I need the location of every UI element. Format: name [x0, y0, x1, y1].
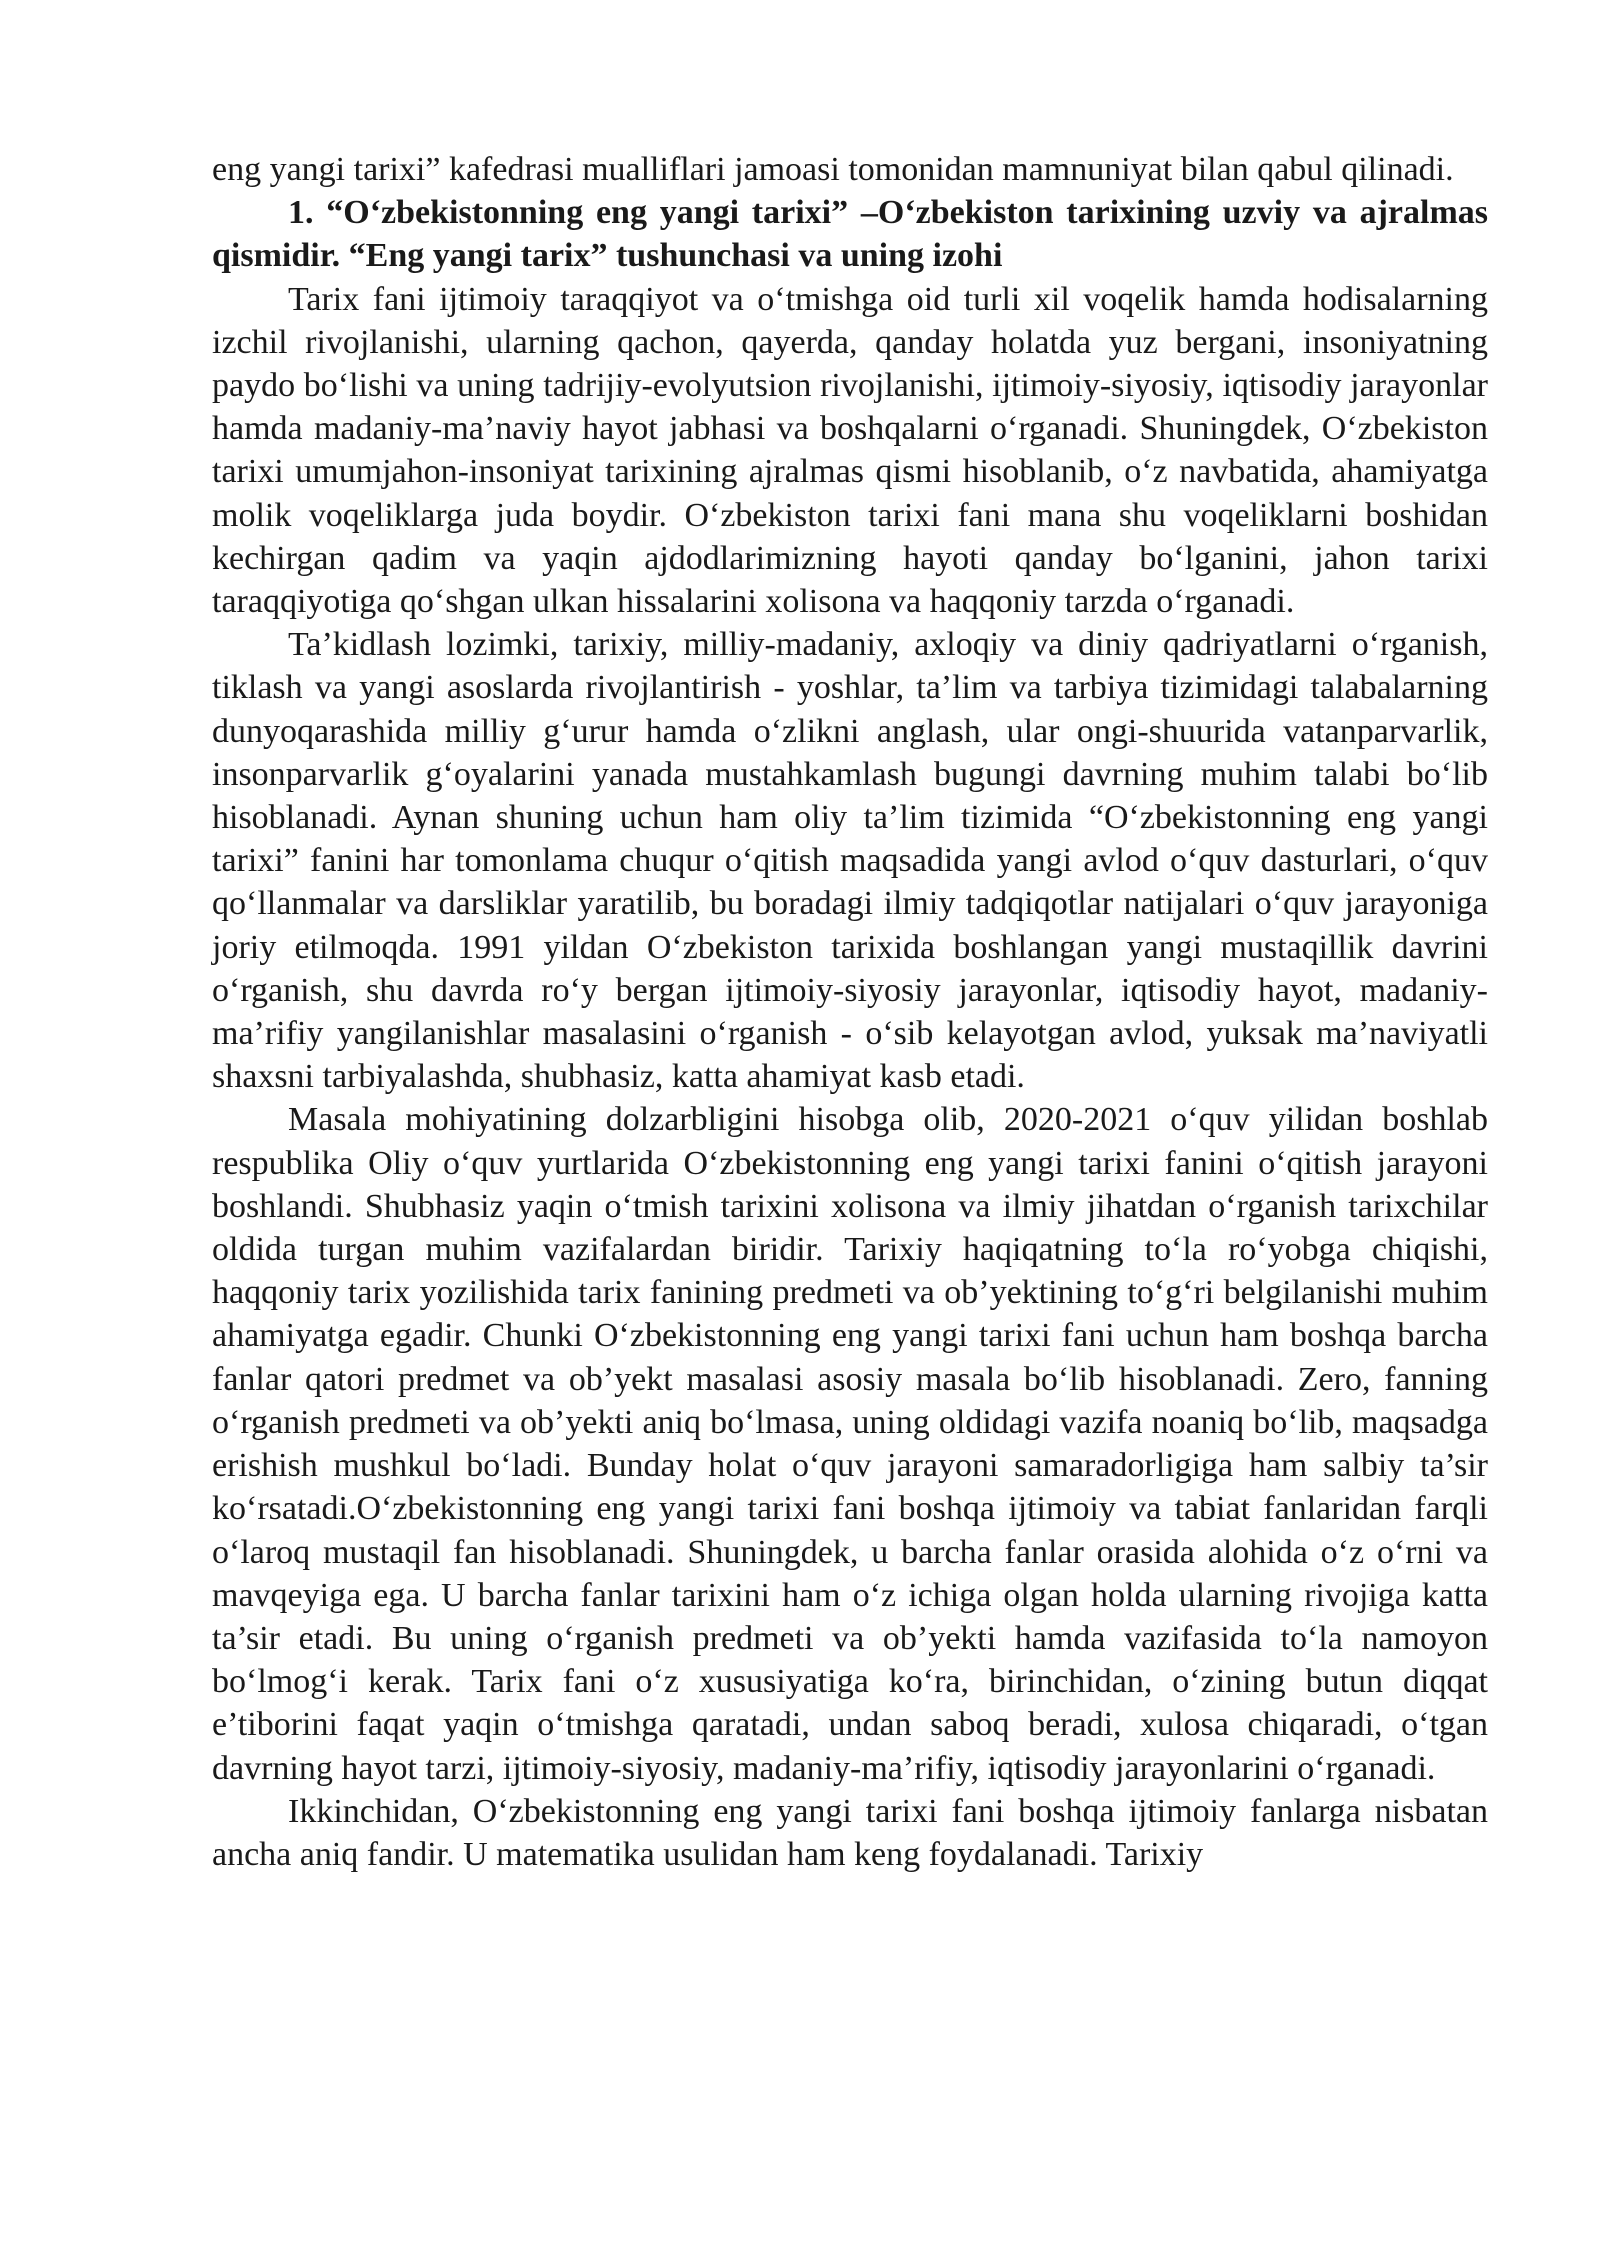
opening-paragraph: eng yangi tarixi” kafedrasi mualliflari jamoasi tomonidan mamnuniyat bilan qabul qilinadi.: [212, 151, 1454, 188]
section-heading: 1. “O‘zbekistonning eng yangi tarixi” –O‘zbekiston tarixining uzviy va ajralmas qismidir. “Eng yangi tarix” tushunchasi va uning izohi: [212, 194, 1488, 275]
paragraph-values-education: Ta’kidlash lozimki, tarixiy, milliy-madaniy, axloqiy va diniy qadriyatlarni o‘rganish, tiklash va yangi asoslarda rivojlantirish - yoshlar, ta’lim va tarbiya tizimidagi talabalarning dunyoqarashida milliy g‘urur hamda o‘zlikni anglash, ular ongi-shuurida vatanparvarlik, insonparvarlik g‘oyalarini yanada mustahkamlash bugungi davrning muhim talabi bo‘lib hisoblanadi. Aynan shuning uchun ham oliy ta’lim tizimida “O‘zbekistonning eng yangi tarixi” fanini har tomonlama chuqur o‘qitish maqsadida yangi avlod o‘quv dasturlari, o‘quv qo‘llanmalar va darsliklar yaratilib, bu boradagi ilmiy tadqiqotlar natijalari o‘quv jarayoniga joriy etilmoqda. 1991 yildan O‘zbekiston tarixida boshlangan yangi mustaqillik davrini o‘rganish, shu davrda ro‘y bergan ijtimoiy-siyosiy jarayonlar, iqtisodiy hayot, madaniy-ma’rifiy yangilanishlar masalasini o‘rganish - o‘sib kelayotgan avlod, yuksak ma’naviyatli shaxsni tarbiyalashda, shubhasiz, katta ahamiyat kasb etadi.: [212, 626, 1488, 1096]
paragraph-subject-object: Masala mohiyatining dolzarbligini hisobga olib, 2020-2021 o‘quv yilidan boshlab respublika Oliy o‘quv yurtlarida O‘zbekistonning eng yangi tarixi fanini o‘qitish jarayoni boshlandi. Shubhasiz yaqin o‘tmish tarixini xolisona va ilmiy jihatdan o‘rganish tarixchilar oldida turgan muhim vazifalardan biridir. Tarixiy haqiqatning to‘la ro‘yobga chiqishi, haqqoniy tarix yozilishida tarix fanining predmeti va ob’yektining to‘g‘ri belgilanishi muhim ahamiyatga egadir. Chunki O‘zbekistonning eng yangi tarixi fani uchun ham boshqa barcha fanlar qatori predmet va ob’yekt masalasi asosiy masala bo‘lib hisoblanadi. Zero, fanning o‘rganish predmeti va ob’yekti aniq bo‘lmasa, uning oldidagi vazifa noaniq bo‘lib, maqsadga erishish mushkul bo‘ladi. Bunday holat o‘quv jarayoni samaradorligiga ham salbiy ta’sir ko‘rsatadi.O‘zbekistonning eng yangi tarixi fani boshqa ijtimoiy va tabiat fanlaridan farqli o‘laroq mustaqil fan hisoblanadi. Shuningdek, u barcha fanlar orasida alohida o‘z o‘rni va mavqeyiga ega. U barcha fanlar tarixini ham o‘z ichiga olgan holda ularning rivojiga katta ta’sir etadi. Bu uning o‘rganish predmeti va ob’yekti hamda vazifasida to‘la namoyon bo‘lmog‘i kerak. Tarix fani o‘z xususiyatiga ko‘ra, birinchidan, o‘zining butun diqqat e’tiborini faqat yaqin o‘tmishga qaratadi, undan saboq beradi, xulosa chiqaradi, o‘tgan davrning hayot tarzi, ijtimoiy-siyosiy, madaniy-ma’rifiy, iqtisodiy jarayonlarini o‘rganadi.: [212, 1101, 1488, 1787]
paragraph-second-feature: Ikkinchidan, O‘zbekistonning eng yangi tarixi fani boshqa ijtimoiy fanlarga nisbatan ancha aniq fandir. U matematika usulidan ham keng foydalanadi. Tarixiy: [212, 1792, 1488, 1873]
document-page: [212, 148, 1488, 1876]
paragraph-history-science: Tarix fani ijtimoiy taraqqiyot va o‘tmishga oid turli xil voqelik hamda hodisalarning izchil rivojlanishi, ularning qachon, qayerda, qanday holatda yuz bergani, insoniyatning paydo bo‘lishi va uning tadrijiy-evolyutsion rivojlanishi, ijtimoiy-siyosiy, iqtisodiy jarayonlar hamda madaniy-ma’naviy hayot jabhasi va boshqalarni o‘rganadi. Shuningdek, O‘zbekiston tarixi umumjahon-insoniyat tarixining ajralmas qismi hisoblanib, o‘z navbatida, ahamiyatga molik voqeliklarga juda boydir. O‘zbekiston tarixi fani mana shu voqeliklarni boshidan kechirgan qadim va yaqin ajdodlarimizning hayoti qanday bo‘lganini, jahon tarixi taraqqiyotiga qo‘shgan ulkan hissalarini xolisona va haqqoniy tarzda o‘rganadi.: [212, 280, 1488, 621]
